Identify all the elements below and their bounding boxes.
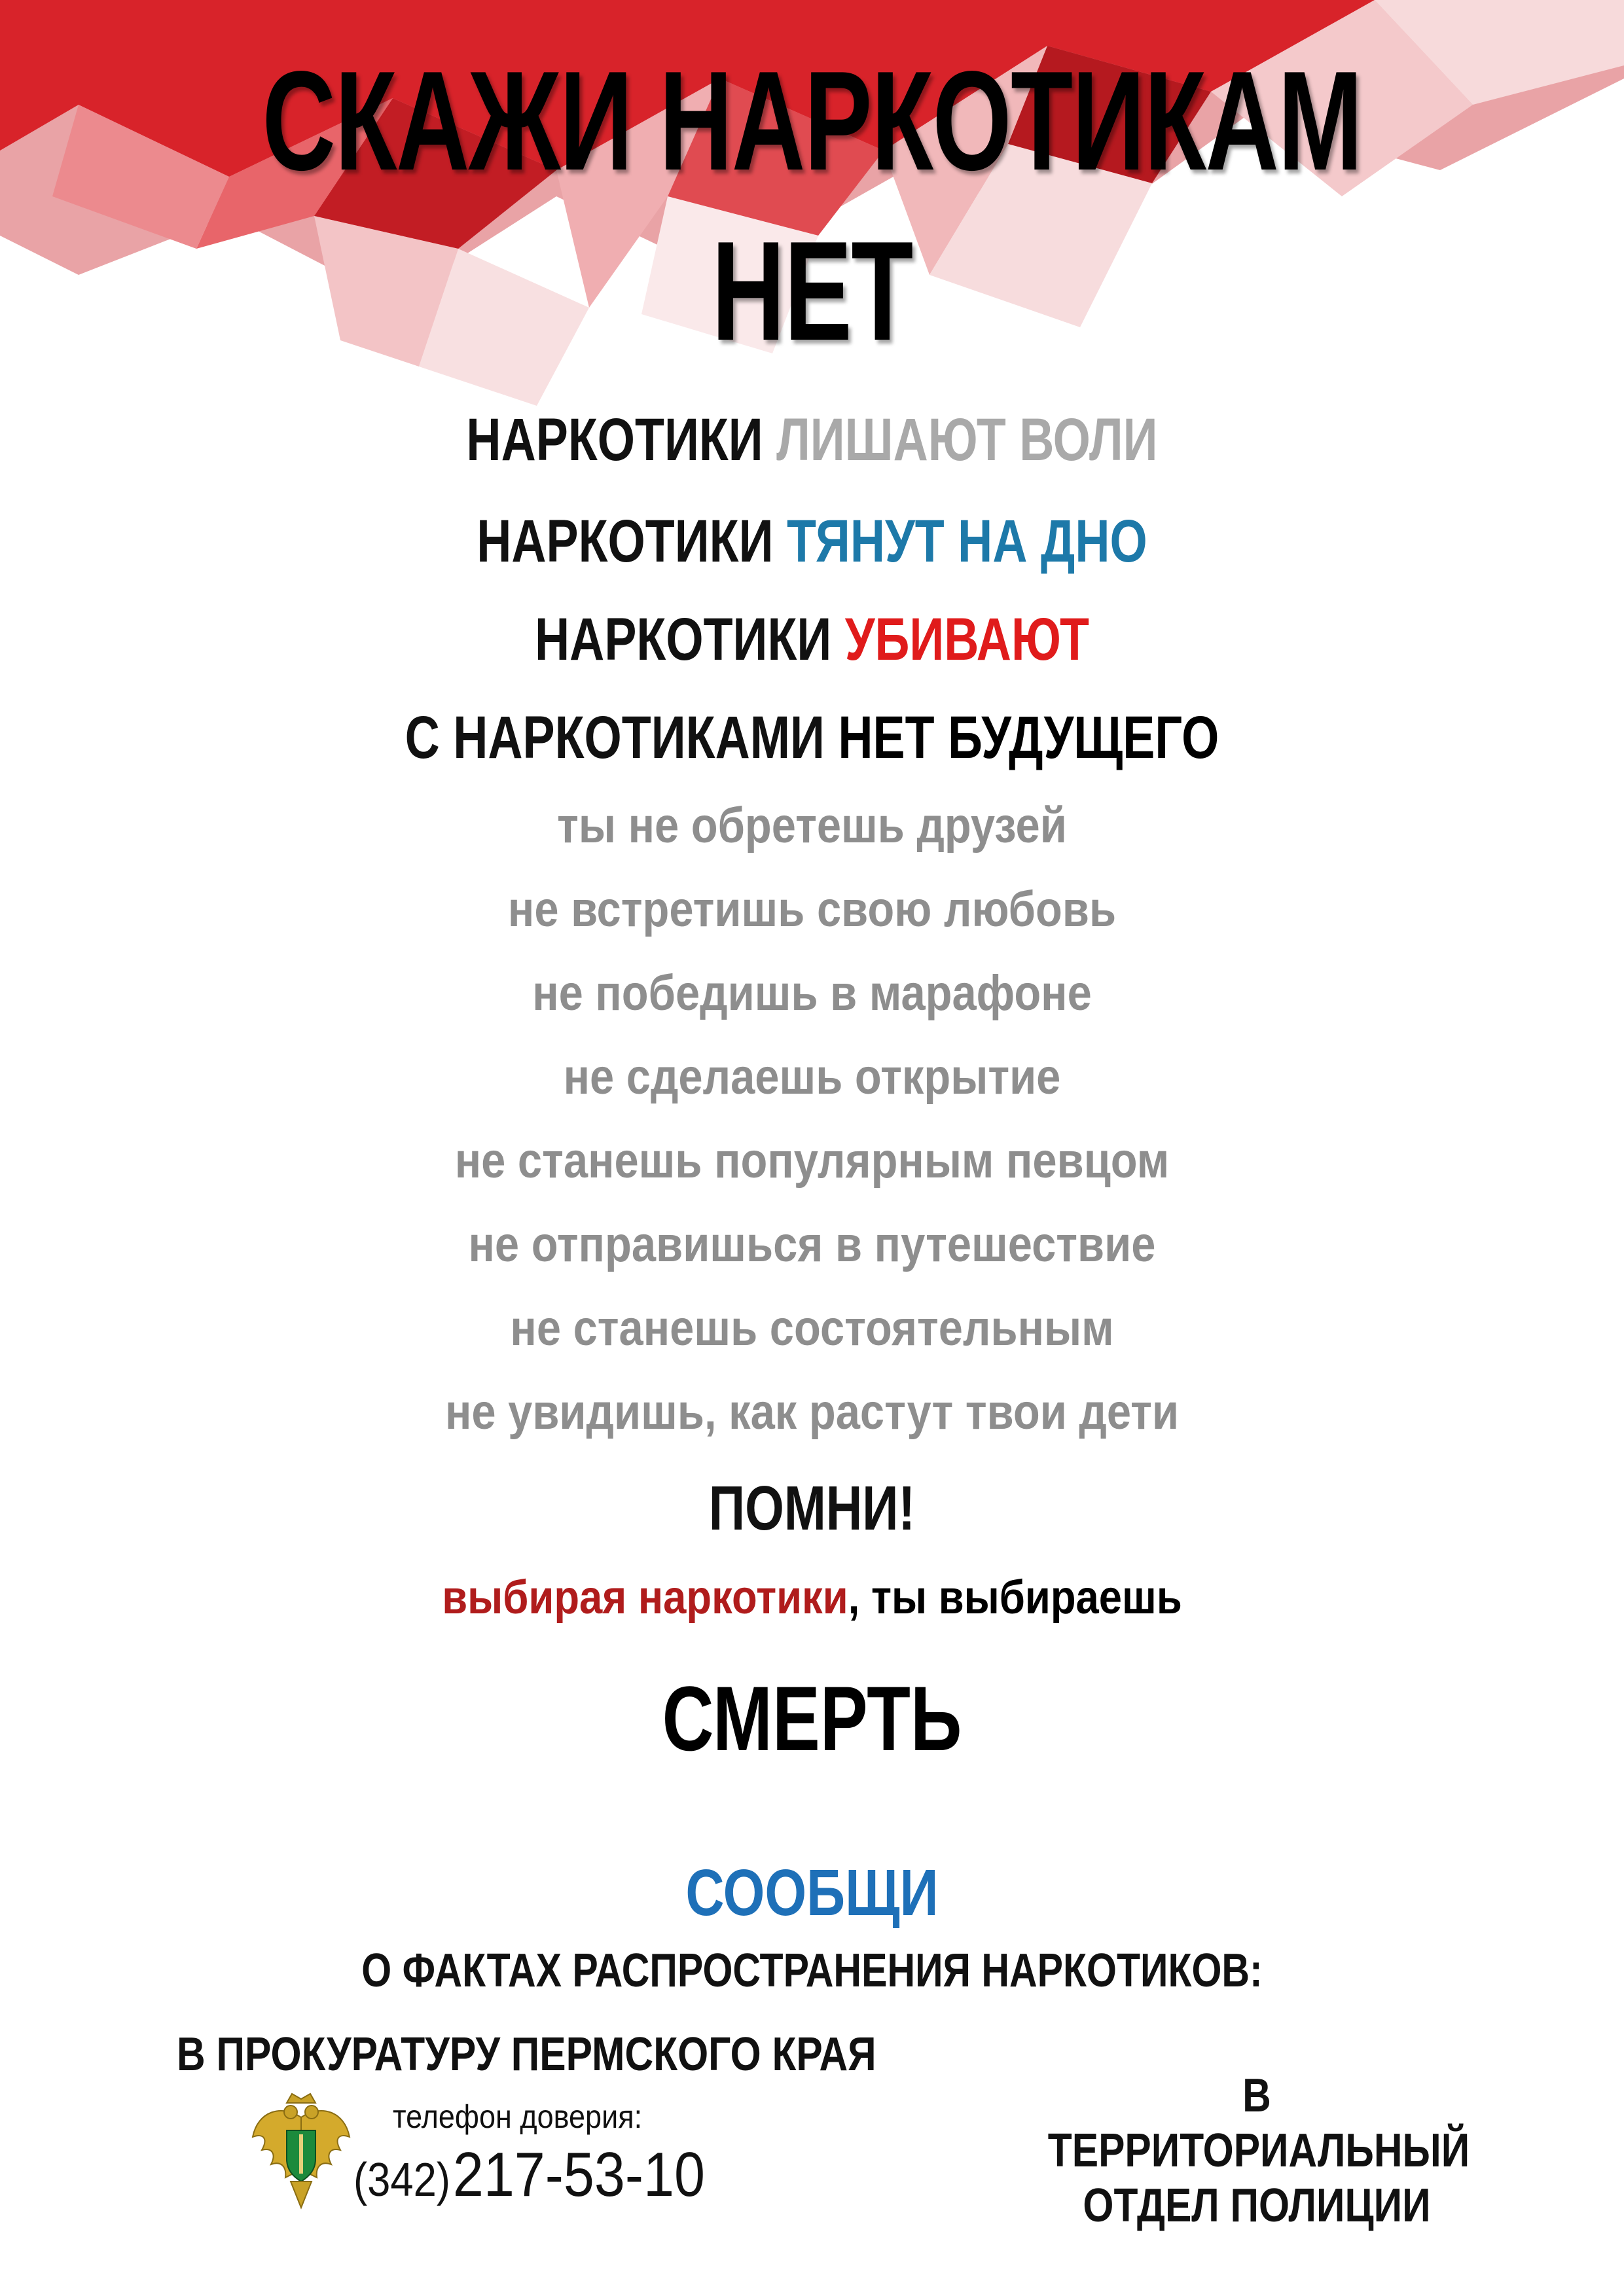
prosecutor-label: В ПРОКУРАТУРУ ПЕРМСКОГО КРАЯ	[177, 2028, 876, 2081]
police-label: В ТЕРРИТОРИАЛЬНЫЙ ОТДЕЛ ПОЛИЦИИ	[1047, 2070, 1470, 2232]
main-title-line-2: НЕТ	[712, 211, 912, 370]
main-title-line-1: СКАЖИ НАРКОТИКАМ	[262, 41, 1362, 200]
consequence-line: не станешь состоятельным	[510, 1300, 1114, 1356]
choice-comma: ,	[848, 1571, 860, 1624]
claim-2-prefix: НАРКОТИКИ	[477, 508, 774, 575]
choice-part-2: ты выбираешь	[859, 1571, 1182, 1624]
claim-1-accent: ЛИШАЮТ ВОЛИ	[776, 406, 1158, 473]
consequence-line: не сделаешь открытие	[563, 1049, 1061, 1105]
choice-line	[98, 1571, 1526, 1624]
claim-3-accent: УБИВАЮТ	[844, 606, 1089, 673]
phone-number: 217-53-10	[452, 2140, 705, 2210]
claim-4-prefix: С НАРКОТИКАМИ	[405, 704, 825, 771]
death-word: СМЕРТЬ	[662, 1667, 962, 1770]
phone-code: (342)	[353, 2154, 450, 2206]
claim-4	[162, 704, 1462, 772]
claim-1	[162, 406, 1462, 475]
remember-heading: ПОМНИ!	[708, 1473, 916, 1543]
claim-2	[162, 507, 1462, 576]
hotline-label: телефон доверия:	[393, 2098, 643, 2135]
consequence-line: не увидишь, как растут твои дети	[444, 1384, 1180, 1440]
consequence-line: не станешь популярным певцом	[454, 1133, 1170, 1189]
consequence-line: не встретишь свою любовь	[507, 882, 1117, 937]
report-subheading: О ФАКТАХ РАСПРОСТРАНЕНИЯ НАРКОТИКОВ:	[361, 1945, 1263, 1997]
hotline-phone[interactable]	[353, 2139, 705, 2211]
claim-3	[162, 605, 1462, 674]
claim-3-prefix: НАРКОТИКИ	[535, 606, 832, 673]
consequence-line: не победишь в марафоне	[532, 965, 1092, 1021]
claim-2-accent: ТЯНУТ НА ДНО	[786, 508, 1147, 575]
report-heading: СООБЩИ	[685, 1856, 939, 1929]
choice-part-1: выбирая наркотики	[442, 1571, 848, 1624]
consequence-line: ты не обретешь друзей	[557, 798, 1067, 853]
consequence-line: не отправишься в путешествие	[468, 1217, 1156, 1272]
claim-1-prefix: НАРКОТИКИ	[466, 406, 763, 473]
prosecutor-emblem-icon	[249, 2091, 353, 2215]
claim-4-accent: НЕТ БУДУЩЕГО	[838, 704, 1219, 771]
